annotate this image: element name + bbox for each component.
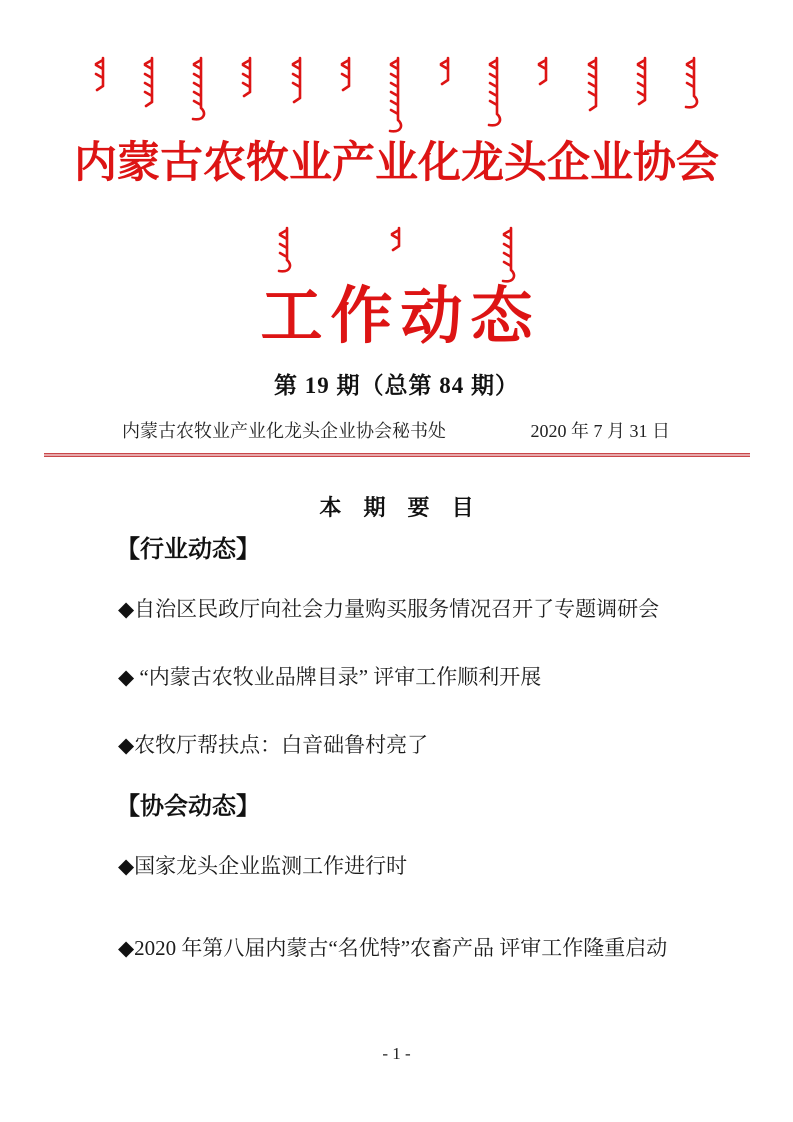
toc-item [118, 722, 683, 768]
mongolian-glyph-icon [238, 56, 258, 98]
mongolian-glyph-icon [633, 56, 653, 106]
mongolian-script-top-row [91, 56, 703, 136]
mongolian-glyph-icon [499, 226, 519, 286]
mongolian-glyph-icon [682, 56, 702, 112]
section-title-industry: 【行业动态】 [116, 536, 260, 563]
mongolian-glyph-icon [386, 56, 406, 136]
red-divider-rule [44, 453, 750, 457]
diamond-bullet-icon: ◆ [118, 733, 135, 757]
mongolian-glyph-icon [534, 56, 554, 86]
toc-item [118, 925, 683, 971]
mongolian-glyph-icon [189, 56, 209, 124]
diamond-bullet-icon: ◆ [118, 936, 135, 960]
mongolian-glyph-icon [387, 226, 407, 252]
publish-date: 2020 年 7 月 31 日 [530, 421, 670, 441]
toc-item-text: 2020 年第八届内蒙古“名优特”农畜产品 评审工作隆重启动 [134, 936, 668, 960]
diamond-bullet-icon: ◆ [118, 597, 135, 621]
mongolian-glyph-icon [584, 56, 604, 112]
organization-title: 内蒙古农牧业产业化龙头企业协会 [74, 140, 719, 187]
mongolian-glyph-icon [91, 56, 111, 92]
issue-number-line: 第 19 期（总第 84 期） [274, 373, 519, 398]
mongolian-glyph-icon [485, 56, 505, 130]
publisher-name: 内蒙古农牧业产业化龙头企业协会秘书处 [122, 421, 446, 441]
contents-heading: 本 期 要 目 [319, 495, 482, 520]
publisher-row [122, 420, 670, 442]
toc-item-text: 自治区民政厅向社会力量购买服务情况召开了专题调研会 [134, 597, 660, 621]
section-title-association: 【协会动态】 [116, 793, 260, 820]
toc-item [118, 586, 683, 632]
mongolian-glyph-icon [288, 56, 308, 104]
masthead [0, 0, 793, 351]
bulletin-title: 工作动态 [260, 283, 541, 351]
toc-item [118, 843, 683, 889]
toc-item-text: “内蒙古农牧业品牌目录” 评审工作顺利开展 [134, 665, 542, 689]
diamond-bullet-icon: ◆ [118, 854, 135, 878]
toc-item-text: 国家龙头企业监测工作进行时 [134, 854, 408, 878]
diamond-bullet-icon: ◆ [118, 665, 135, 689]
page-number: - 1 - [382, 1044, 411, 1063]
mongolian-glyph-icon [436, 56, 456, 86]
mongolian-script-mid-row [275, 226, 519, 286]
mongolian-glyph-icon [337, 56, 357, 92]
toc-item [118, 654, 683, 700]
toc-item-text: 农牧厅帮扶点：白音础鲁村亮了 [134, 733, 429, 757]
mongolian-glyph-icon [275, 226, 295, 276]
mongolian-glyph-icon [140, 56, 160, 108]
